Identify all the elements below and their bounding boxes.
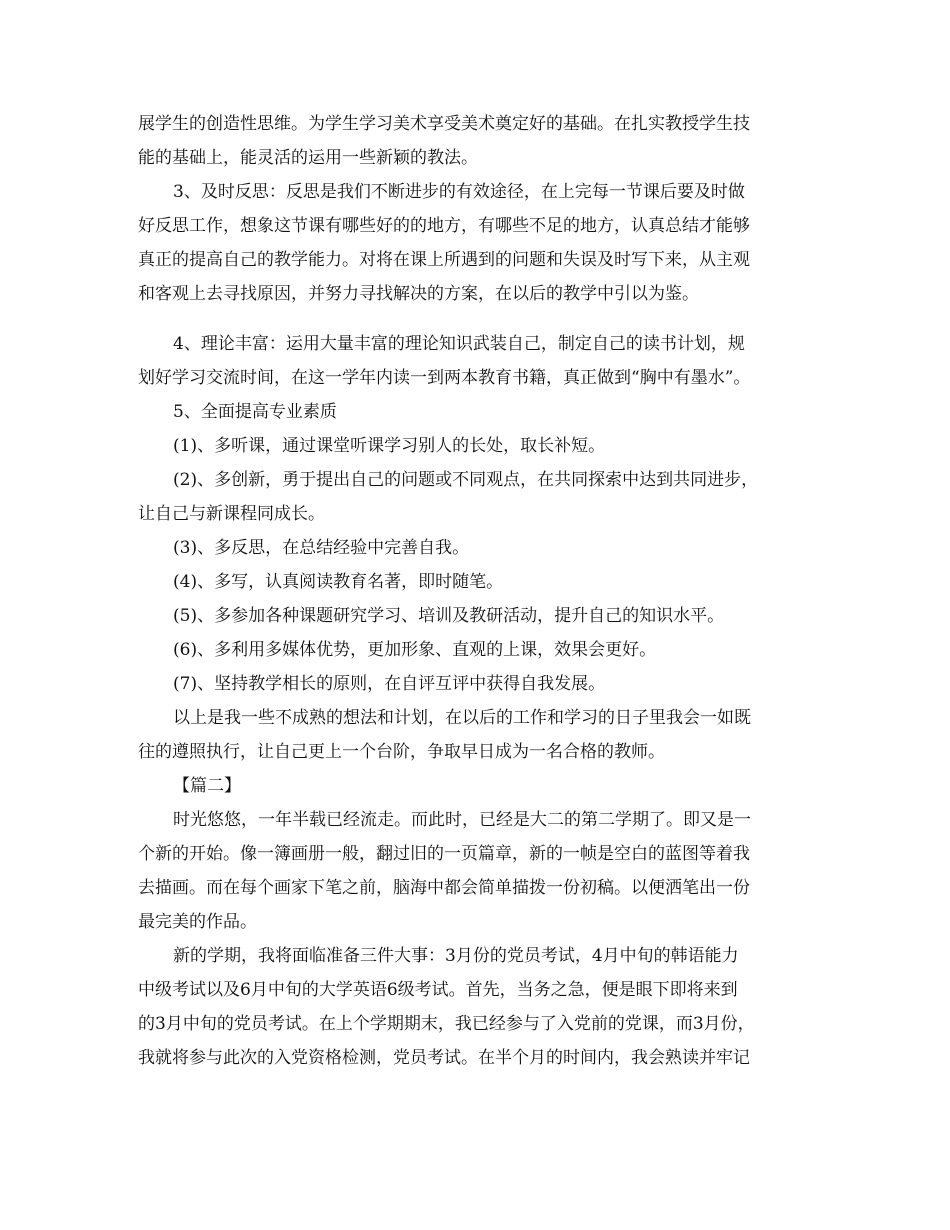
text-line: 最完美的作品。 <box>138 912 257 932</box>
text-line: 划好学习交流时间，在这一学年内读一到两本教育书籍，真正做到“胸中有墨水”。 <box>138 368 751 388</box>
text-line: 中级考试以及6月中旬的大学英语6级考试。首先，当务之急，便是眼下即将来到 <box>138 980 738 1000</box>
paragraph-start-line: 以上是我一些不成熟的想法和计划，在以后的工作和学习的日子里我会一如既 <box>173 708 751 728</box>
text-line: 的3月中旬的党员考试。在上个学期期末，我已经参与了入党前的党课，而3月份， <box>138 1014 755 1034</box>
list-item: (3)、多反思，在总结经验中完善自我。 <box>173 538 470 558</box>
list-item: (4)、多写，认真阅读教育名著，即时随笔。 <box>173 572 504 592</box>
section-heading: 5、全面提高专业素质 <box>173 402 337 422</box>
text-line: 和客观上去寻找原因，并努力寻找解决的方案，在以后的教学中引以为鉴。 <box>138 284 699 304</box>
list-item: (5)、多参加各种课题研究学习、培训及教研活动，提升自己的知识水平。 <box>173 606 725 626</box>
text-line: 个新的开始。像一簿画册一般，翻过旧的一页篇章，新的一帧是空白的蓝图等着我 <box>138 844 750 864</box>
text-line: 去描画。而在每个画家下笔之前，脑海中都会简单描拨一份初稿。以便洒笔出一份 <box>138 878 750 898</box>
text-line: 真正的提高自己的教学能力。对将在课上所遇到的问题和失误及时写下来，从主观 <box>138 250 750 270</box>
section-title: 【篇二】 <box>173 776 241 796</box>
paragraph-start-line: 3、及时反思：反思是我们不断进步的有效途径，在上完每一节课后要及时做 <box>173 182 745 202</box>
text-line: 我就将参与此次的入党资格检测，党员考试。在半个月的时间内，我会熟读并牢记 <box>138 1048 750 1068</box>
text-line: 能的基础上，能灵活的运用一些新颖的教法。 <box>138 148 478 168</box>
list-item: (2)、多创新，勇于提出自己的问题或不同观点，在共同探索中达到共同进步， <box>173 470 759 490</box>
list-item: (1)、多听课，通过课堂听课学习别人的长处，取长补短。 <box>173 436 606 456</box>
paragraph-start-line: 时光悠悠，一年半载已经流走。而此时，已经是大二的第二学期了。即又是一 <box>173 810 751 830</box>
text-line: 往的遵照执行，让自己更上一个台阶，争取早日成为一名合格的教师。 <box>138 742 665 762</box>
paragraph-start-line: 新的学期，我将面临准备三件大事：3月份的党员考试，4月中旬的韩语能力 <box>173 946 739 966</box>
list-item: (6)、多利用多媒体优势，更加形象、直观的上课，效果会更好。 <box>173 640 657 660</box>
text-line: 好反思工作，想象这节课有哪些好的的地方，有哪些不足的地方，认真总结才能够 <box>138 216 750 236</box>
text-line: 让自己与新课程同成长。 <box>138 504 325 524</box>
paragraph-start-line: 4、理论丰富：运用大量丰富的理论知识武装自己，制定自己的读书计划，规 <box>173 334 745 354</box>
text-line: 展学生的创造性思维。为学生学习美术享受美术奠定好的基础。在扎实教授学生技 <box>138 114 750 134</box>
list-item: (7)、坚持教学相长的原则，在自评互评中获得自我发展。 <box>173 674 606 694</box>
